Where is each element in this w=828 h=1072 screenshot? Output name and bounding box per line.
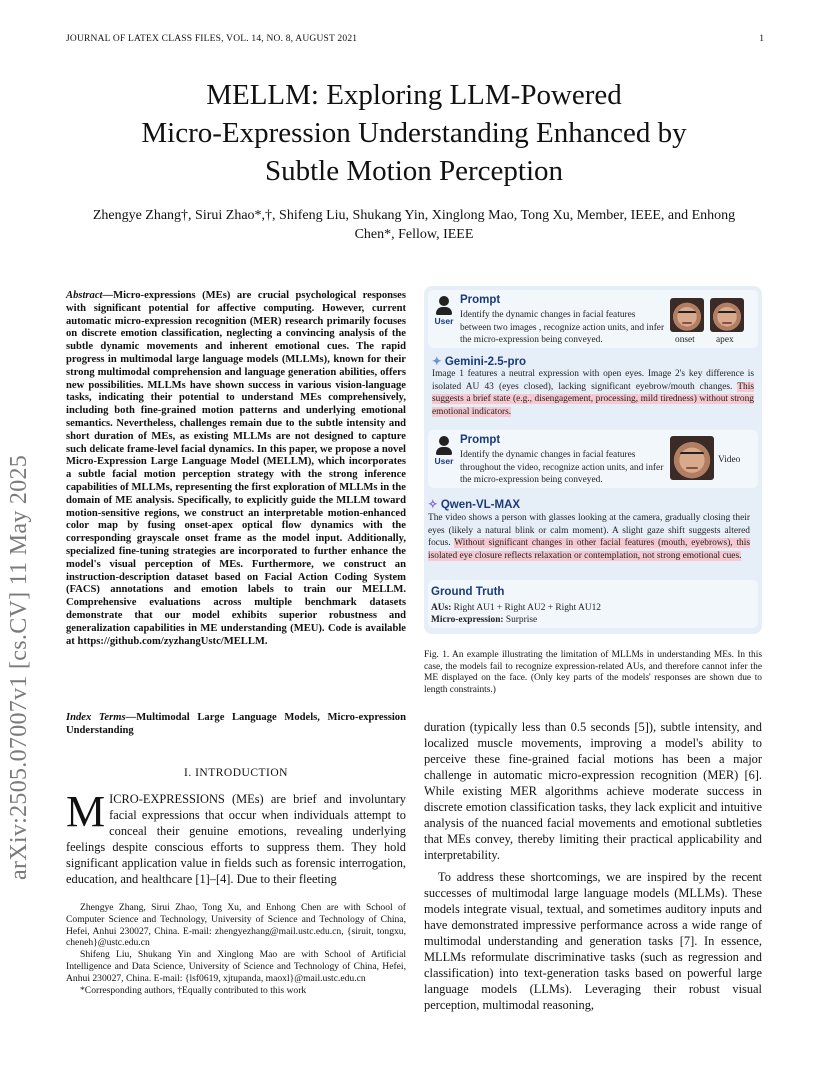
- title-line: Micro-Expression Understanding Enhanced by: [141, 117, 687, 149]
- apex-face-image: [710, 298, 744, 332]
- section-heading: I. INTRODUCTION: [184, 767, 288, 779]
- body-paragraph: To address these shortcomings, we are inspired by the recent successes of multimodal large language models (MLLMs). These models integrate visual, textual, and sometimes auditory inputs and have demonstrated impressive performance across a wide range of multimodal understanding and generation tasks [7]. In essence, MLLMs reformulate discriminative tasks (such as regression and classification) into text-generation tasks based on powerful large language models (LLMs). Leveraging their robust visual perception, multimodal reasoning,: [424, 870, 762, 1012]
- page-number: 1: [759, 34, 764, 44]
- me-label: Micro-expression:: [431, 615, 504, 625]
- video-label: Video: [718, 455, 741, 465]
- footnote-corresponding: *Corresponding authors, †Equally contributed to this work: [80, 984, 307, 996]
- abstract-label: Abstract: [66, 290, 103, 301]
- title-line: Subtle Motion Perception: [264, 155, 564, 187]
- arxiv-identifier: arXiv:2505.07007v1 [cs.CV] 11 May 2025: [6, 454, 32, 880]
- title-line: MELLM: Exploring LLM-Powered: [206, 79, 622, 111]
- dropcap: M: [66, 787, 106, 836]
- gemini-title: [432, 354, 526, 368]
- video-face-image: [670, 436, 714, 480]
- ground-truth-aus: [431, 602, 601, 615]
- onset-label: onset: [675, 335, 695, 345]
- authors-line: Chen*, Fellow, IEEE: [354, 227, 474, 242]
- paper-title: [0, 76, 828, 190]
- footnote-affiliation-1: Zhengye Zhang, Sirui Zhao, Tong Xu, and Enhong Chen are with School of Computer Science and Technology, University of Science and Technology of China, Hefei, Anhui 230027, China. E-mail: zhengyezhang@mail.ustc.edu.cn, {siruit, tongxu, cheneh}@ustc.edu.cn: [66, 902, 406, 949]
- abstract: [66, 290, 406, 648]
- figure-1: [424, 286, 762, 634]
- gemini-title-text: Gemini-2.5-pro: [444, 356, 526, 368]
- qwen-logo-icon: ✧: [428, 499, 438, 511]
- prompt-text: Identify the dynamic changes in facial features throughout the video, recognize action units, and infer the micro-expression being conveyed.: [460, 450, 664, 486]
- prompt-text: Identify the dynamic changes in facial features between two images , recognize action units, and infer the micro-expression being conveyed.: [460, 310, 665, 346]
- figure-caption: Fig. 1. An example illustrating the limitation of MLLMs in understanding MEs. In this case, the models fail to recognize expression-related AUs, and therefore cannot infer the ME displayed on the face. (Only key parts of the models' responses are shown due to length constraints.): [424, 650, 762, 695]
- footnotes: [66, 902, 406, 996]
- author-list: [66, 206, 762, 244]
- ground-truth-me: [431, 614, 537, 627]
- qwen-title: [428, 497, 520, 511]
- user-icon: [433, 296, 455, 326]
- gemini-text: Image 1 features a neutral expression with open eyes. Image 2's key difference is isolated AU 43 (eyes closed), lacking significant eyebrow/mouth changes.: [432, 369, 754, 392]
- me-value: Surprise: [505, 615, 538, 625]
- intro-text: (MEs) are brief and involuntary facial expressions that occur when individuals attempt to conceal their genuine emotions, revealing underlying feelings despite conscious efforts to suppress them. They hold significant application value in fields such as forensic interrogation, education, and healthcare [1]–[4]. Due to their fleeting: [66, 792, 406, 886]
- ground-truth-title: Ground Truth: [431, 586, 505, 598]
- aus-label: AUs:: [431, 603, 452, 613]
- footnote-affiliation-2: Shifeng Liu, Shukang Yin and Xinglong Mao are with School of Artificial Intelligence and Data Science, University of Science and Technology of China, Hefei, Anhui 230027, China. E-mail: {lsf0619, xjtupanda, maoxl}@mail.ustc.edu.cn: [66, 949, 406, 984]
- prompt-panel-video: [428, 430, 758, 488]
- gemini-response: [432, 368, 754, 418]
- gemini-highlight: This suggests a brief state (e.g., disengagement, processing, mild tiredness) without strong emotional indicators.: [432, 381, 754, 417]
- aus-value: Right AU1 + Right AU2 + Right AU12: [453, 603, 601, 613]
- right-column-text: [424, 719, 762, 1013]
- qwen-title-text: Qwen-VL-MAX: [440, 499, 521, 511]
- user-label: User: [434, 316, 454, 326]
- authors-line: Zhengye Zhang†, Sirui Zhao*,†, Shifeng Liu, Shukang Yin, Xinglong Mao, Tong Xu, Member, IEEE, and Enhong: [92, 208, 736, 223]
- abstract-text: —Micro-expressions (MEs) are crucial psychological responses with significant potential for affective computing. However, current automatic micro-expression recognition (MER) research primarily focuses on discrete emotion classification, neglecting a convincing analysis of the subtle dynamic movements and inherent emotional cues. The rapid progress in multimodal large language models (MLLMs), known for their strong multimodal comprehension and language generation abilities, offers new possibilities. MLLMs have shown success in various vision-language tasks, indicating their potential to understand MEs comprehensively, including both fine-grained motion patterns and underlying emotional semantics. Nevertheless, challenges remain due to the subtle intensity and short duration of MEs, as existing MLLMs are not designed to capture such delicate frame-level facial dynamics. In this paper, we propose a novel Micro-Expression Large Language Model (MELLM), which incorporates a subtle facial motion perception strategy with the strong inference capabilities of MLLMs, representing the first exploration of MLLMs in the domain of ME analysis. Specifically, to explicitly guide the MLLM toward motion-sensitive regions, we construct an interpretable motion-enhanced color map by fusing onset-apex optical flow dynamics with the corresponding grayscale onset frame as the model input. Additionally, specialized fine-tuning strategies are incorporated to further enhance the model's visual perception of MEs. Furthermore, we construct an instruction-description dataset based on Facial Action Coding System (FACS) annotations and emotion labels to train our MELLM. Comprehensive evaluations across multiple benchmark datasets demonstrate that our model exhibits superior robustness and generalization capabilities in ME understanding (MEU). Code is available at https://github.com/zyzhangUstc/MELLM.: [66, 290, 406, 647]
- user-label: User: [434, 456, 454, 466]
- index-terms: [66, 712, 406, 738]
- onset-face-image: [670, 298, 704, 332]
- ground-truth-panel: [428, 580, 758, 628]
- user-icon: [433, 436, 455, 466]
- sparkle-icon: ✦: [432, 356, 442, 368]
- intro-first-word: ICRO-EXPRESSIONS: [109, 792, 225, 806]
- intro-paragraph: [66, 787, 406, 887]
- prompt-title: Prompt: [460, 434, 501, 446]
- index-terms-text: —Multimodal Large Language Models, Micro-expression Understanding: [66, 712, 406, 736]
- index-terms-label: Index Terms: [66, 712, 126, 723]
- qwen-text: The video shows a person with glasses looking at the camera, gradually closing their eyes (likely a natural blink or calm moment). A slight gaze shift suggests altered focus.: [428, 513, 750, 549]
- body-paragraph: duration (typically less than 0.5 seconds [5]), subtle intensity, and localized muscle movements, improving a model's ability to perceive these fine-grained facial motions has been a major challenge in automatic micro-expression recognition (MER) [6]. While existing MER algorithms achieve moderate success in discrete emotion classification tasks, they lack explicit and intuitive analysis of the nuanced facial movements and emotional subtleties that MEs convey, thereby limiting their practical applicability and interpretability.: [424, 720, 762, 862]
- qwen-highlight: Without significant changes in other facial features (mouth, eyebrows), this isolated eye closure reflects relaxation or contemplation, not strong emotional cues.: [428, 538, 750, 561]
- qwen-response: [428, 512, 750, 562]
- running-header: JOURNAL OF LATEX CLASS FILES, VOL. 14, NO. 8, AUGUST 2021: [66, 34, 358, 44]
- prompt-title: Prompt: [460, 294, 501, 306]
- apex-label: apex: [716, 335, 734, 345]
- prompt-panel-images: [428, 290, 758, 348]
